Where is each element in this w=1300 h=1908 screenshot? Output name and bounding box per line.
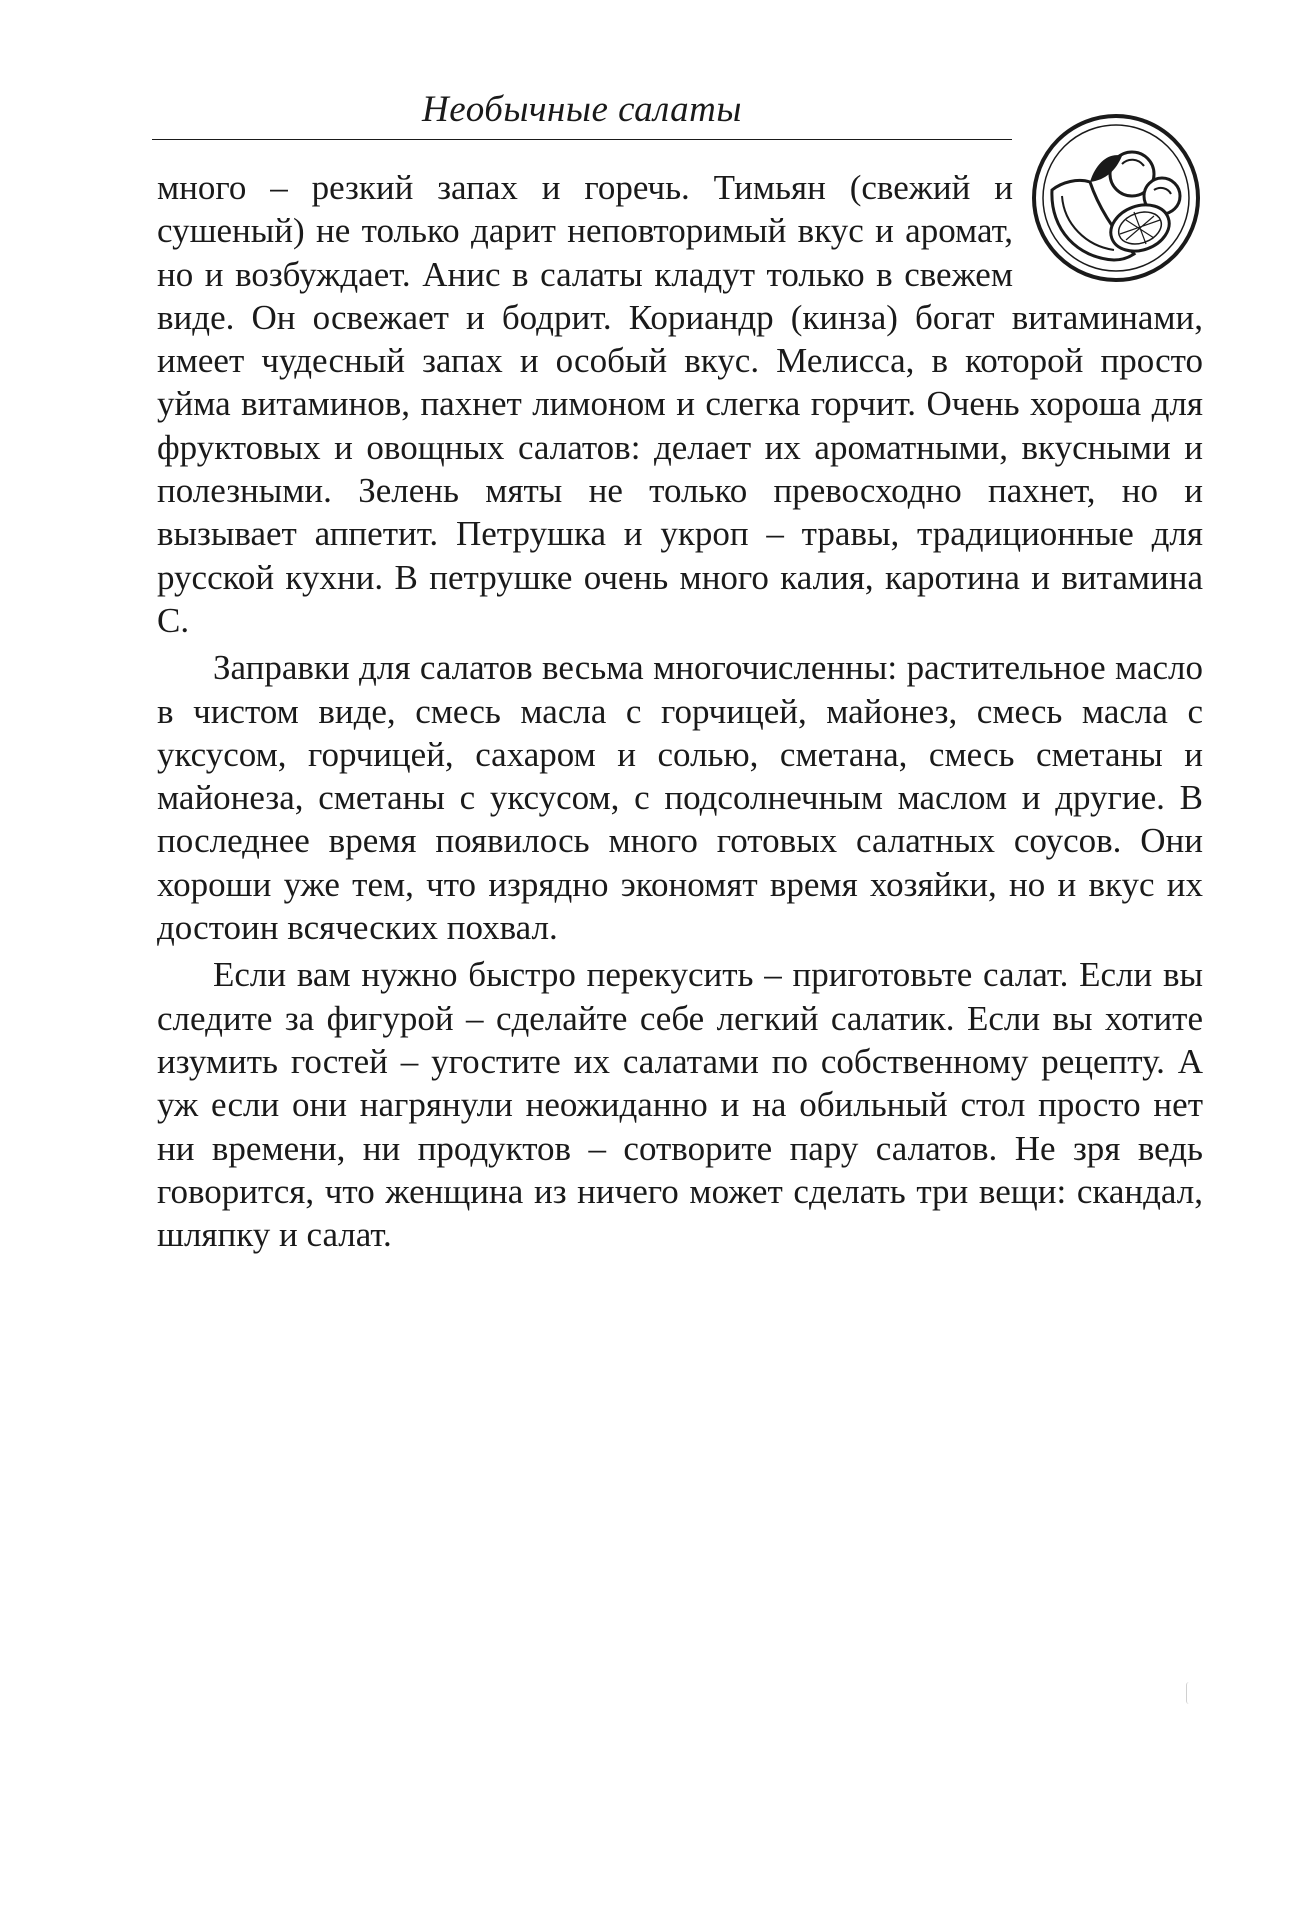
body-text [157, 166, 1203, 1256]
header-rule [152, 139, 1012, 140]
scan-speck [1186, 1682, 1193, 1704]
paragraph-3: Если вам нужно быстро перекусить – приготовьте салат. Если вы следите за фигурой – сделайте себе легкий салатик. Если вы хотите изумить гостей – угостите их салатами по собственному рецепту. А уж если они нагрянули неожиданно и на обильный стол просто нет ни времени, ни продуктов – сотворите пару салатов. Не зря ведь говорится, что женщина из ничего может сделать три вещи: скандал, шляпку и салат. [157, 955, 1203, 1255]
paragraph-1: много – резкий запах и горечь. Тимьян (свежий и сушеный) не только дарит неповторимый вкус и аромат, но и возбуждает. Анис в салаты кладут только в свежем виде. Он освежает и бодрит. Кориандр (кинза) богат витаминами, имеет чудесный запах и особый вкус. Мелисса, в которой просто уйма витаминов, пахнет лимоном и слегка горчит. Очень хороша для фруктовых и овощных салатов: делает их ароматными, вкусными и полезными. Зелень мяты не только превосходно пахнет, но и вызывает аппетит. Петрушка и укроп – травы, традиционные для русской кухни. В петрушке очень много калия, каротина и витамина С. [157, 168, 1203, 640]
page-title: Необычные салаты [422, 89, 742, 130]
paragraph-2: Заправки для салатов весьма многочисленны: растительное масло в чистом виде, смесь масла с горчицей, майонез, смесь масла с уксусом, горчицей, сахаром и солью, сметана, смесь сметаны и майонеза, сметаны с уксусом, с подсолнечным маслом и другие. В последнее время появилось много готовых салатных соусов. Они хороши уже тем, что изрядно экономят время хозяйки, но и вкус их достоин всяческих похвал. [157, 648, 1203, 948]
running-header [152, 88, 1012, 134]
emblem-wrap-space [1013, 166, 1203, 294]
